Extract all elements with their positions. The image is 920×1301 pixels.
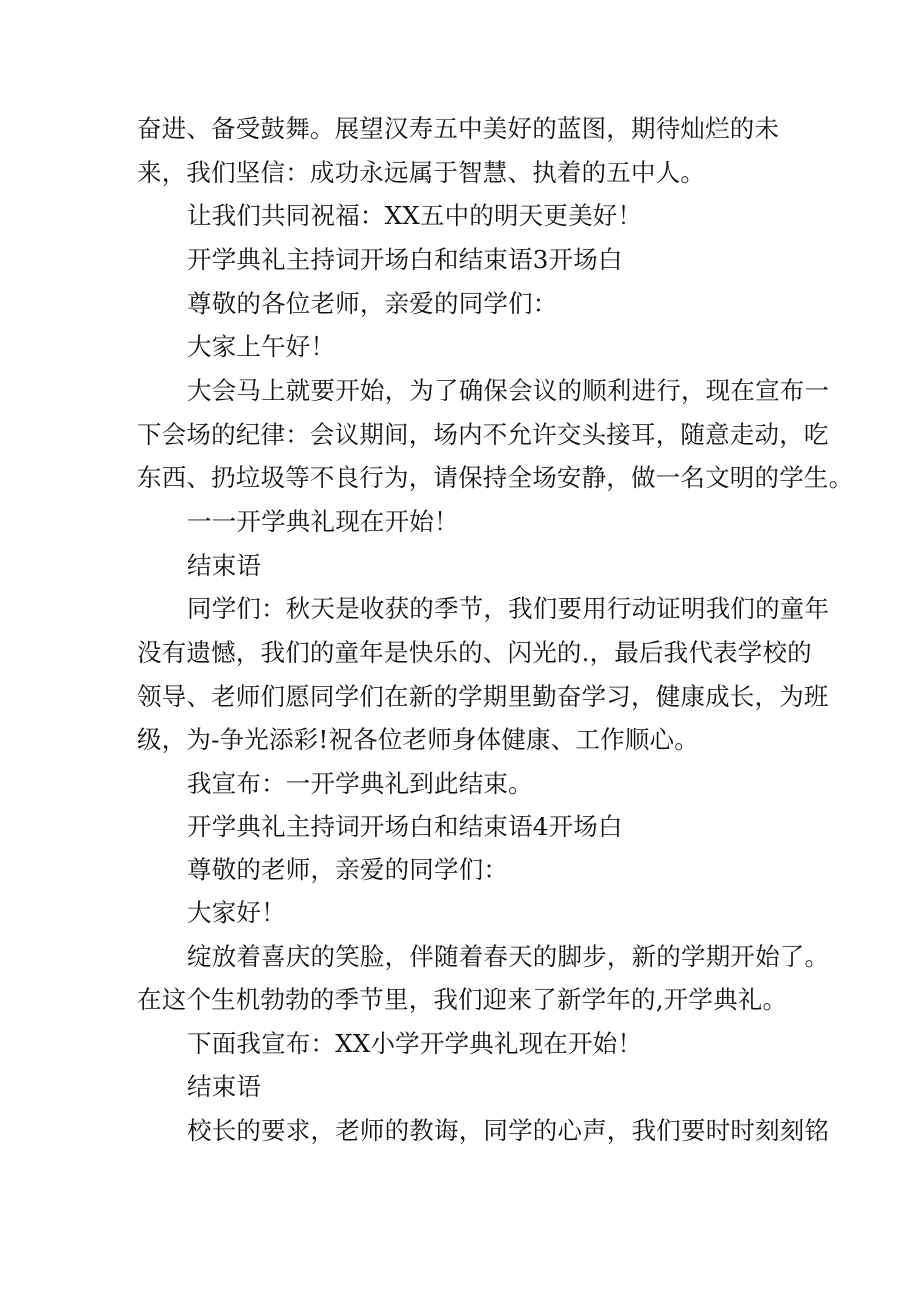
text-line-5: 尊敬的各位老师，亲爱的同学们： <box>187 289 558 318</box>
text-line-3: 让我们共同祝福：XX五中的明天更美好！ <box>187 201 643 230</box>
text-line-22: 下面我宣布：XX小学开学典礼现在开始！ <box>187 1029 643 1058</box>
text-line-7: 大会马上就要开始，为了确保会议的顺利进行，现在宣布一 <box>187 376 830 405</box>
text-line-1: 奋进、备受鼓舞。展望汉寿五中美好的蓝图，期待灿烂的未 <box>137 114 780 143</box>
text-line-13: 没有遗憾，我们的童年是快乐的、闪光的.，最后我代表学校的 <box>137 638 812 667</box>
text-line-18: 尊敬的老师，亲爱的同学们： <box>187 855 509 884</box>
section-heading-3: 开学典礼主持词开场白和结束语3开场白 <box>187 245 623 274</box>
text-line-24: 校长的要求，老师的教诲，同学的心声，我们要时时刻刻铭 <box>187 1116 830 1145</box>
closing-heading-4: 结束语 <box>187 1072 262 1101</box>
closing-heading-3: 结束语 <box>187 551 262 580</box>
text-line-16: 我宣布：一开学典礼到此结束。 <box>187 769 533 798</box>
text-line-21: 在这个生机勃勃的季节里，我们迎来了新学年的,开学典礼。 <box>137 985 788 1014</box>
text-line-10: 一一开学典礼现在开始！ <box>187 507 459 536</box>
section-heading-4: 开学典礼主持词开场白和结束语4开场白 <box>187 812 623 841</box>
text-line-8: 下会场的纪律：会议期间，场内不允许交头接耳，随意走动，吃 <box>137 420 829 449</box>
text-line-6: 大家上午好！ <box>187 332 336 361</box>
text-line-19: 大家好！ <box>187 898 286 927</box>
text-line-2: 来，我们坚信：成功永远属于智慧、执着的五中人。 <box>137 158 706 187</box>
text-line-14: 领导、老师们愿同学们在新的学期里勤奋学习，健康成长，为班 <box>137 682 829 711</box>
text-line-20: 绽放着喜庆的笑脸，伴随着春天的脚步，新的学期开始了。 <box>187 942 830 971</box>
text-line-15: 级，为-争光添彩!祝各位老师身体健康、工作顺心。 <box>137 725 699 754</box>
text-line-12: 同学们：秋天是收获的季节，我们要用行动证明我们的童年 <box>187 594 830 623</box>
text-line-9: 东西、扔垃圾等不良行为，请保持全场安静，做一名文明的学生。 <box>137 463 854 492</box>
